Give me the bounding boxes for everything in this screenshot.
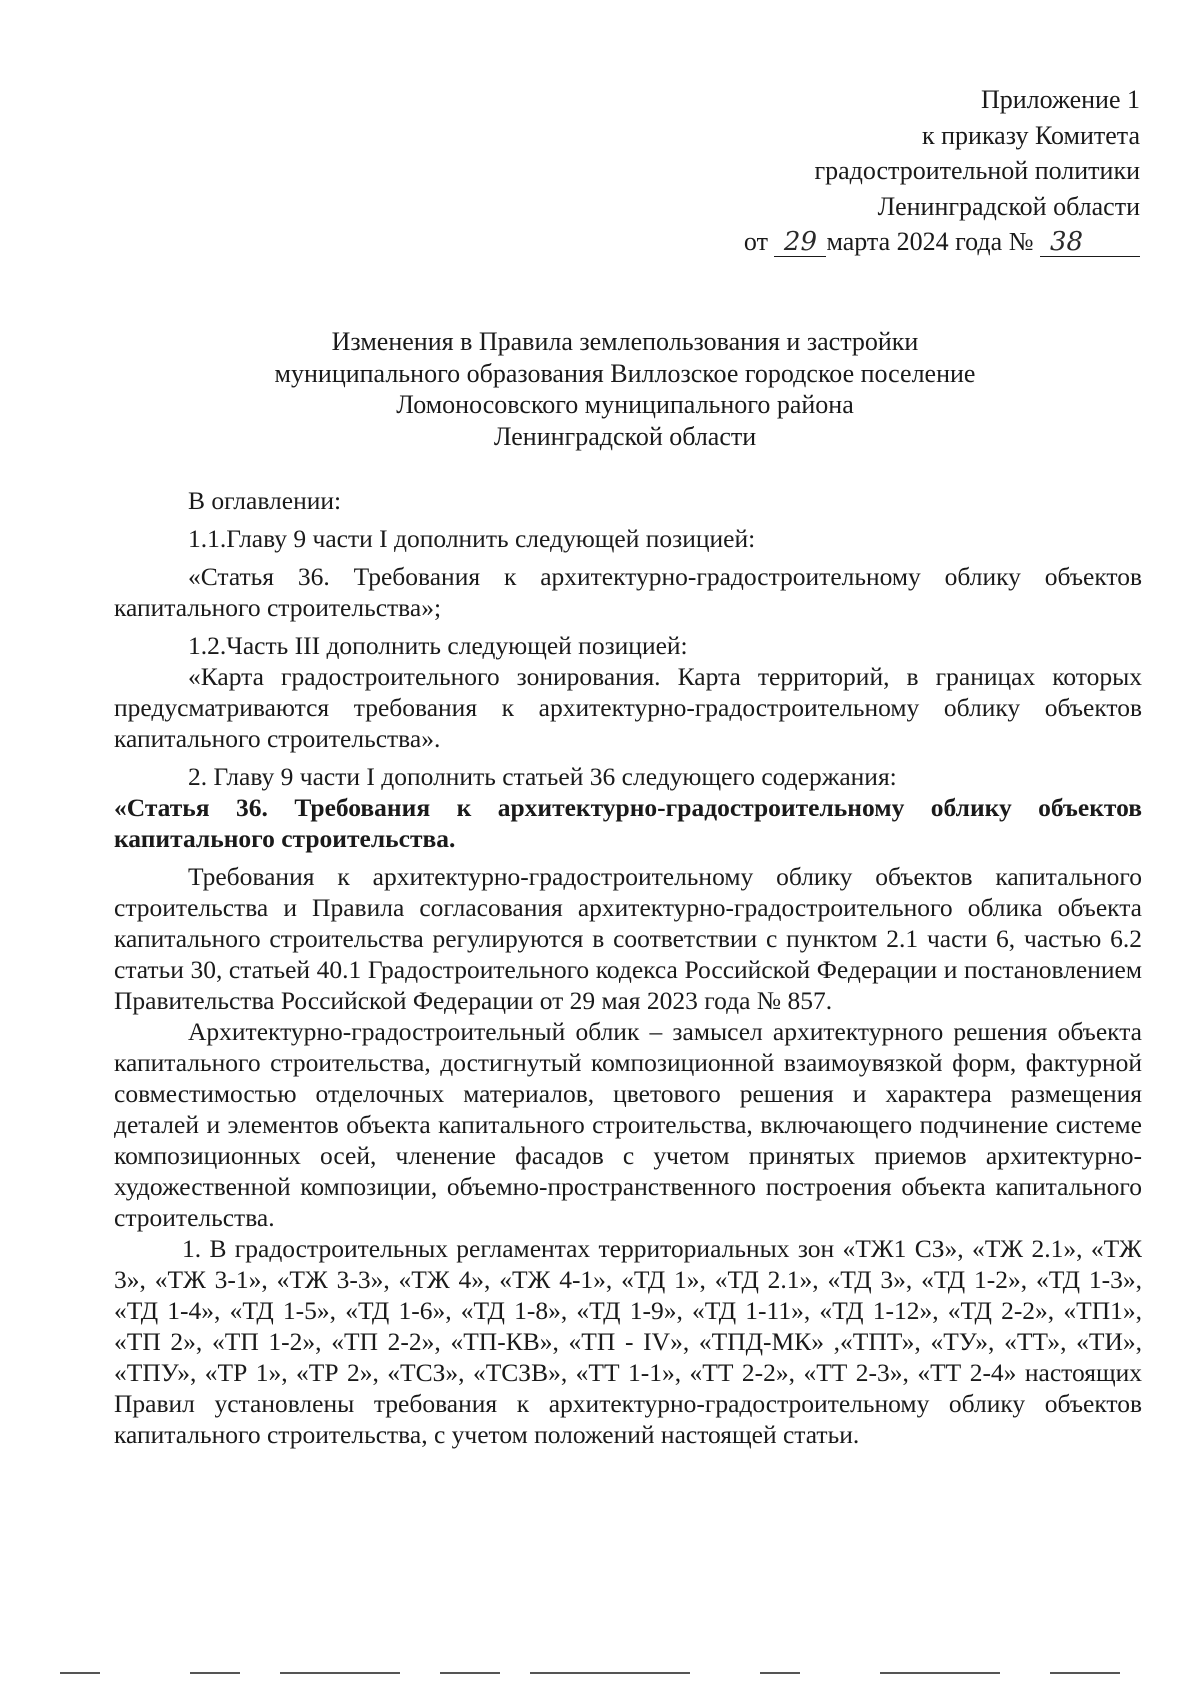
paragraph-article-36-toc: «Статья 36. Требования к архитектурно-градостроительному облику объектов капитального строительства»; <box>114 562 1142 622</box>
title-line-1: Изменения в Правила землепользования и застройки <box>331 327 919 356</box>
paragraph-map-toc: «Карта градостроительного зонирования. Карта территорий, в границах которых предусматриваются требования к архитектурно-градостроительному облику объектов капитального строительства». <box>114 662 1142 753</box>
title-line-4: Ленинградской области <box>493 421 757 451</box>
date-prefix: от <box>743 227 768 256</box>
approval-line-1: Приложение 1 <box>980 85 1140 114</box>
approval-date-line <box>744 224 1140 260</box>
date-day-handwritten: 29 <box>783 227 817 257</box>
paragraph-definition: Архитектурно-градостроительный облик – замысел архитектурного решения объекта капитального строительства, достигнутый композиционной взаимоувязкой форм, фактурной совместимостью отделочных материалов, цветового решения и характера размещения деталей и элементов объекта капитального строительства, включающего подчинение системе композиционных осей, членение фасадов с учетом принятых приемов архитектурно-художественной композиции, объемно-пространственного построения объекта капитального строительства. <box>114 1017 1142 1232</box>
paragraph-zones-list: 1. В градостроительных регламентах территориальных зон «ТЖ1 СЗ», «ТЖ 2.1», «ТЖ 3», «ТЖ 3-1», «ТЖ 3-3», «ТЖ 4», «ТЖ 4-1», «ТД 1», «ТД 2.1», «ТД 3», «ТД 1-2», «ТД 1-3», «ТД 1-4», «ТД 1-5», «ТД 1-6», «ТД 1-8», «ТД 1-9», «ТД 1-11», «ТД 1-12», «ТД 2-2», «ТП1», «ТП 2», «ТП 1-2», «ТП 2-2», «ТП-КВ», «ТП - IV», «ТПД-МК» ,«ТПТ», «ТУ», «ТТ», «ТИ», «ТПУ», «ТР 1», «ТР 2», «ТСЗ», «ТСЗВ», «ТТ 1-1», «ТТ 2-2», «ТТ 2-3», «ТТ 2-4» настоящих Правил установлены требования к архитектурно-градостроительному облику объектов капитального строительства, с учетом положений настоящей статьи. <box>114 1234 1142 1449</box>
date-rest: марта 2024 года <box>826 227 1003 256</box>
number-sign: № <box>1008 227 1034 256</box>
title-line-3: Ломоносовского муниципального района <box>396 390 854 419</box>
paragraph-toc-intro: В оглавлении: <box>188 486 342 515</box>
paragraph-requirements: Требования к архитектурно-градостроительному облику объектов капитального строительства и Правила согласования архитектурно-градостроительного облика объекта капитального строительства регулируются в соответствии с пунктом 2.1 части 6, частью 6.2 статьи 30, статьей 40.1 Градостроительного кодекса Российской Федерации и постановлением Правительства Российской Федерации от 29 мая 2023 года № 857. <box>114 862 1142 1015</box>
article-36-heading: «Статья 36. Требования к архитектурно-градостроительному облику объектов капитального строительства. <box>114 793 1142 853</box>
document-title <box>110 326 1140 452</box>
title-line-2: муниципального образования Виллозское городское поселение <box>274 358 976 388</box>
paragraph-1-2: 1.2.Часть III дополнить следующей позицией: <box>188 631 688 660</box>
scan-edge-marks <box>60 1672 1140 1675</box>
approval-line-2: к приказу Комитета <box>921 120 1140 150</box>
approval-line-4: Ленинградской области <box>877 191 1140 221</box>
approval-line-3: градостроительной политики <box>814 156 1140 185</box>
approval-block <box>744 82 1140 260</box>
paragraph-2: 2. Главу 9 части I дополнить статьей 36 следующего содержания: <box>188 762 897 791</box>
paragraph-1-1: 1.1.Главу 9 части I дополнить следующей позицией: <box>188 524 756 553</box>
date-day-field <box>774 228 826 257</box>
order-number-field <box>1040 228 1140 257</box>
document-body <box>114 485 1142 1450</box>
order-number-handwritten: 38 <box>1050 227 1084 257</box>
